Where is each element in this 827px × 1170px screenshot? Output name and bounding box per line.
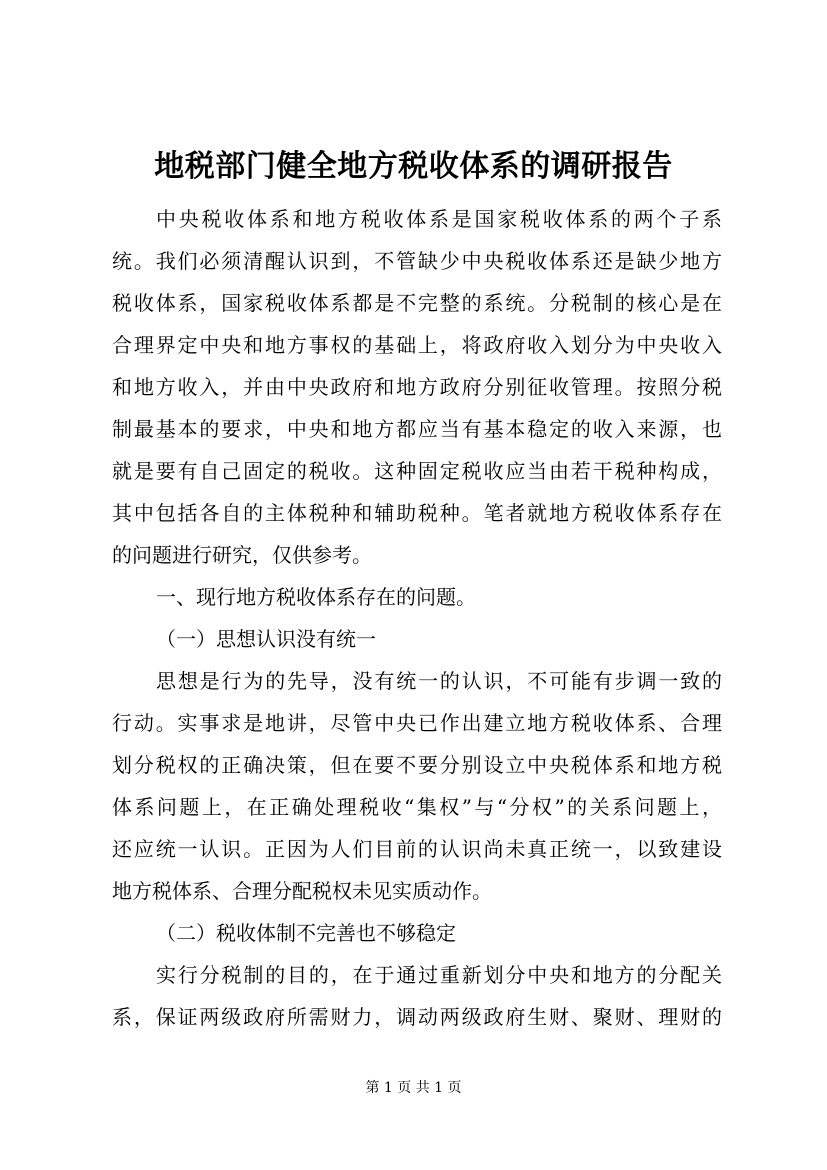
paragraph-line: 其中包括各自的主体税种和辅助税种。笔者就地方税收体系存在 [112,501,722,525]
paragraph-line: 划分税权的正确决策，但在要不要分别设立中央税体系和地方税 [112,753,722,777]
paragraph-line: 税收体系，国家税收体系都是不完整的系统。分税制的核心是在 [112,291,722,315]
paragraph-line: 中央税收体系和地方税收体系是国家税收体系的两个子系 [156,207,722,231]
paragraph-line: 思想是行为的先导，没有统一的认识，不可能有步调一致的 [156,669,722,693]
subsection-heading: （一）思想认识没有统一 [156,627,376,651]
paragraph-line: 合理界定中央和地方事权的基础上，将政府收入划分为中央收入 [112,333,722,357]
paragraph-line: 系，保证两级政府所需财力，调动两级政府生财、聚财、理财的 [112,1005,722,1029]
paragraph-line: 统。我们必须清醒认识到，不管缺少中央税收体系还是缺少地方 [112,249,722,273]
paragraph-line: 的问题进行研究，仅供参考。 [112,543,372,567]
paragraph-line: 还应统一认识。正因为人们目前的认识尚未真正统一，以致建设 [112,837,722,861]
paragraph-line: 实行分税制的目的，在于通过重新划分中央和地方的分配关 [156,963,722,987]
page-footer: 第 1 页 共 1 页 [365,1080,462,1096]
paragraph-line: 和地方收入，并由中央政府和地方政府分别征收管理。按照分税 [112,375,722,399]
section-heading: 一、现行地方税收体系存在的问题。 [156,585,476,609]
paragraph-line: 体系问题上，在正确处理税收“集权”与“分权”的关系问题上， [112,795,722,819]
document-body [112,198,722,1038]
document-title: 地税部门健全地方税收体系的调研报告 [154,149,673,184]
paragraph-line: 地方税体系、合理分配税权未见实质动作。 [112,879,492,903]
paragraph-line: 就是要有自己固定的税收。这种固定税收应当由若干税种构成， [112,459,722,483]
paragraph-line: 行动。实事求是地讲，尽管中央已作出建立地方税收体系、合理 [112,711,722,735]
paragraph-line: 制最基本的要求，中央和地方都应当有基本稳定的收入来源，也 [112,417,722,441]
subsection-heading: （二）税收体制不完善也不够稳定 [156,921,456,945]
